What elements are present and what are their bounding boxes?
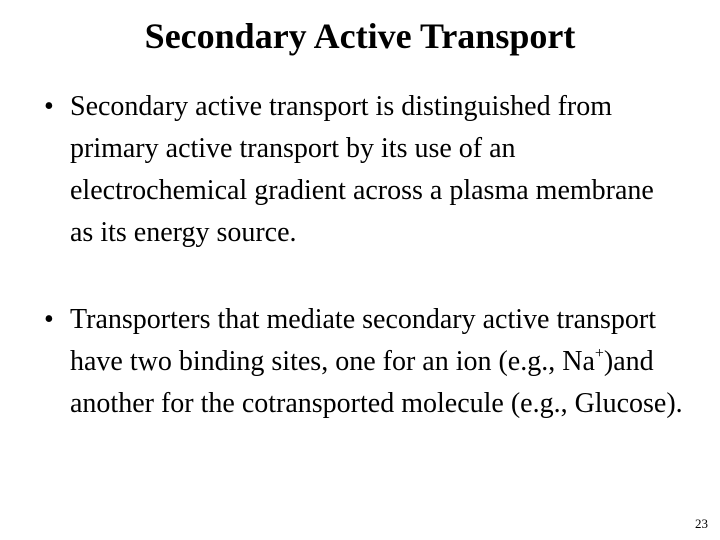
bullet-item xyxy=(44,299,684,425)
bullet-item xyxy=(44,86,684,254)
bullet-dot-icon: • xyxy=(44,91,54,122)
page-number: 23 xyxy=(695,516,708,531)
bullet-dot-icon: • xyxy=(44,304,54,335)
bullet-text-after: )and another for the cotransported molecule (e.g., Glucose). xyxy=(70,346,683,419)
bullet-text: Secondary active transport is distinguished from primary active transport by its use of an electrochemical gradient across a plasma membrane as its energy source. xyxy=(70,91,654,248)
slide-title: Secondary Active Transport xyxy=(144,16,576,56)
bullet-text xyxy=(70,299,684,425)
bullet-text-before: Transporters that mediate secondary active transport have two binding sites, one for an ion (e.g., Na xyxy=(70,304,657,377)
ion-charge-superscript: + xyxy=(594,345,604,362)
